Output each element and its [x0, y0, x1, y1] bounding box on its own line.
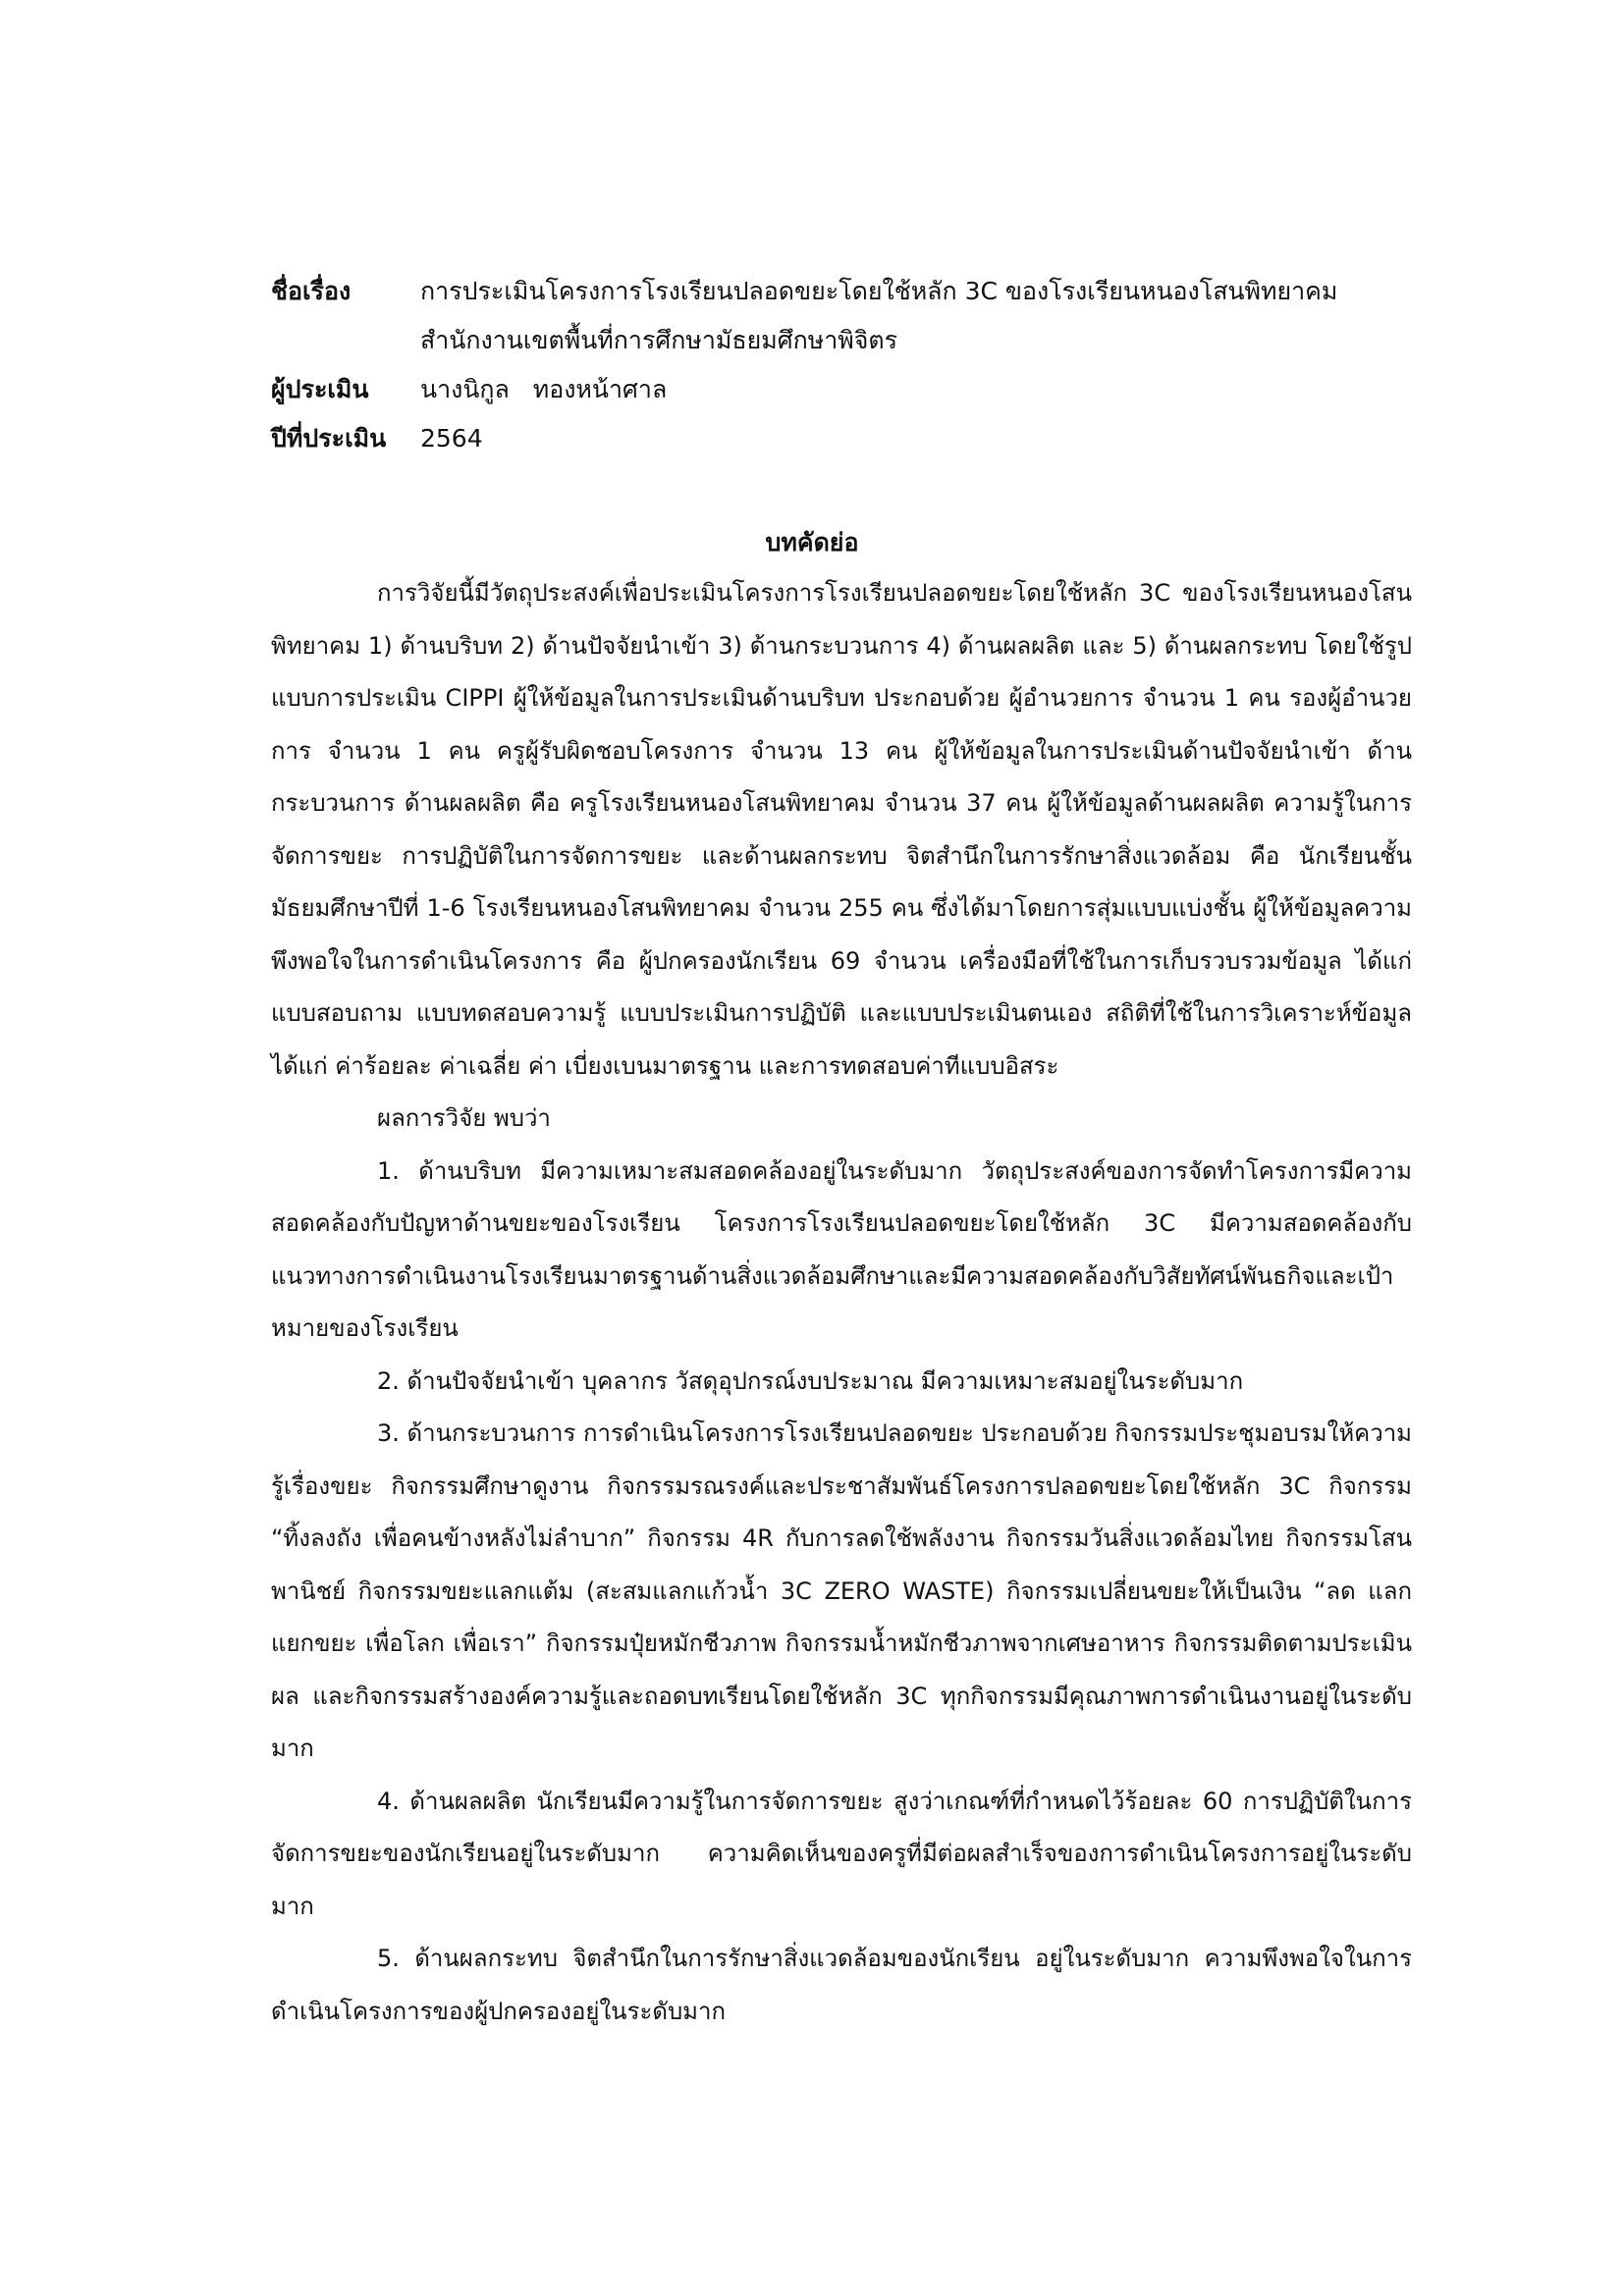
finding-5-paragraph: 5. ด้านผลกระทบ จิตสำนึกในการรักษาสิ่งแวดล้อมของนักเรียน อยู่ในระดับมาก ความพึงพอใจในการดำเนินโครงการของผู้ปกครองอยู่ในระดับมาก — [271, 1945, 1412, 2025]
year-value: 2564 — [420, 424, 483, 453]
finding-1-paragraph: 1. ด้านบริบท มีความเหมาะสมสอดคล้องอยู่ในระดับมาก วัตถุประสงค์ของการจัดทำโครงการมีความสอดคล้องกับปัญหาด้านขยะของโรงเรียน โครงการโรงเรียนปลอดขยะโดยใช้หลัก 3C มีความสอดคล้องกับแนวทางการดำเนินงานโรงเรียนมาตรฐานด้านสิ่งแวดล้อมศึกษาและมีความสอดคล้องกับวิสัยทัศน์พันธกิจและเป้าหมายของโรงเรียน — [271, 1156, 1412, 1342]
abstract-body — [271, 567, 1412, 2038]
finding-2-paragraph: 2. ด้านปัจจัยนำเข้า บุคลากร วัสดุอุปกรณ์งบประมาณ มีความเหมาะสมอยู่ในระดับมาก — [377, 1366, 1244, 1395]
title-row — [271, 267, 1410, 365]
title-line-2: สำนักงานเขตพื้นที่การศึกษามัธยมศึกษาพิจิตร — [420, 326, 898, 354]
evaluator-value: นางนิกูล ทองหน้าศาล — [420, 375, 668, 403]
abstract-intro-paragraph: การวิจัยนี้มีวัตถุประสงค์เพื่อประเมินโครงการโรงเรียนปลอดขยะโดยใช้หลัก 3C ของโรงเรียนหนองโสนพิทยาคม 1) ด้านบริบท 2) ด้านปัจจัยนำเข้า 3) ด้านกระบวนการ 4) ด้านผลผลิต และ 5) ด้านผลกระทบ โดยใช้รูปแบบการประเมิน CIPPI ผู้ให้ข้อมูลในการประเมินด้านบริบท ประกอบด้วย ผู้อำนวยการ จำนวน 1 คน รองผู้อำนวยการ จำนวน 1 คน ครูผู้รับผิดชอบโครงการ จำนวน 13 คน ผู้ให้ข้อมูลในการประเมินด้านปัจจัยนำเข้า ด้านกระบวนการ ด้านผลผลิต คือ ครูโรงเรียนหนองโสนพิทยาคม จำนวน 37 คน ผู้ให้ข้อมูลด้านผลผลิต ความรู้ในการจัดการขยะ การปฏิบัติในการจัดการขยะ และด้านผลกระทบ จิตสำนึกในการรักษาสิ่งแวดล้อม คือ นักเรียนชั้นมัธยมศึกษาปีที่ 1-6 โรงเรียนหนองโสนพิทยาคม จำนวน 255 คน ซึ่งได้มาโดยการสุ่มแบบแบ่งชั้น ผู้ให้ข้อมูลความพึงพอใจในการดำเนินโครงการ คือ ผู้ปกครองนักเรียน 69 จำนวน เครื่องมือที่ใช้ในการเก็บรวบรวมข้อมูล ได้แก่ แบบสอบถาม แบบทดสอบความรู้ แบบประเมินการปฏิบัติ และแบบประเมินตนเอง สถิติที่ใช้ในการวิเคราะห์ข้อมูล ได้แก่ ค่าร้อยละ ค่าเฉลี่ย ค่า เบี่ยงเบนมาตรฐาน และการทดสอบค่าทีแบบอิสระ — [271, 579, 1412, 1080]
title-line-1: การประเมินโครงการโรงเรียนปลอดขยะโดยใช้หลัก 3C ของโรงเรียนหนองโสนพิทยาคม — [420, 277, 1338, 305]
document-metadata — [271, 267, 1410, 463]
results-intro: ผลการวิจัย พบว่า — [377, 1104, 551, 1132]
finding-3-paragraph: 3. ด้านกระบวนการ การดำเนินโครงการโรงเรียนปลอดขยะ ประกอบด้วย กิจกรรมประชุมอบรมให้ความรู้เรื่องขยะ กิจกรรมศึกษาดูงาน กิจกรรมรณรงค์และประชาสัมพันธ์โครงการปลอดขยะโดยใช้หลัก 3C กิจกรรม “ทิ้งลงถัง เพื่อคนข้างหลังไม่ลำบาก” กิจกรรม 4R กับการลดใช้พลังงาน กิจกรรมวันสิ่งแวดล้อมไทย กิจกรรมโสนพานิชย์ กิจกรรมขยะแลกแต้ม (สะสมแลกแก้วน้ำ 3C ZERO WASTE) กิจกรรมเปลี่ยนขยะให้เป็นเงิน “ลด แลก แยกขยะ เพื่อโลก เพื่อเรา” กิจกรรมปุ๋ยหมักชีวภาพ กิจกรรมน้ำหมักชีวภาพจากเศษอาหาร กิจกรรมติดตามประเมินผล และกิจกรรมสร้างองค์ความรู้และถอดบทเรียนโดยใช้หลัก 3C ทุกกิจกรรมมีคุณภาพการดำเนินงานอยู่ในระดับมาก — [271, 1419, 1412, 1762]
title-value — [420, 267, 1337, 365]
evaluator-label: ผู้ประเมิน — [271, 375, 369, 403]
year-label: ปีที่ประเมิน — [271, 424, 387, 453]
title-label: ชื่อเรื่อง — [271, 277, 352, 305]
year-row — [271, 414, 1410, 463]
finding-4-paragraph: 4. ด้านผลผลิต นักเรียนมีความรู้ในการจัดการขยะ สูงว่าเกณฑ์ที่กำหนดไว้ร้อยละ 60 การปฏิบัติในการจัดการขยะของนักเรียนอยู่ในระดับมาก ความคิดเห็นของครูที่มีต่อผลสำเร็จของการดำเนินโครงการอยู่ในระดับมาก — [271, 1787, 1412, 1920]
evaluator-row — [271, 365, 1410, 414]
abstract-heading: บทคัดย่อ — [765, 528, 859, 557]
